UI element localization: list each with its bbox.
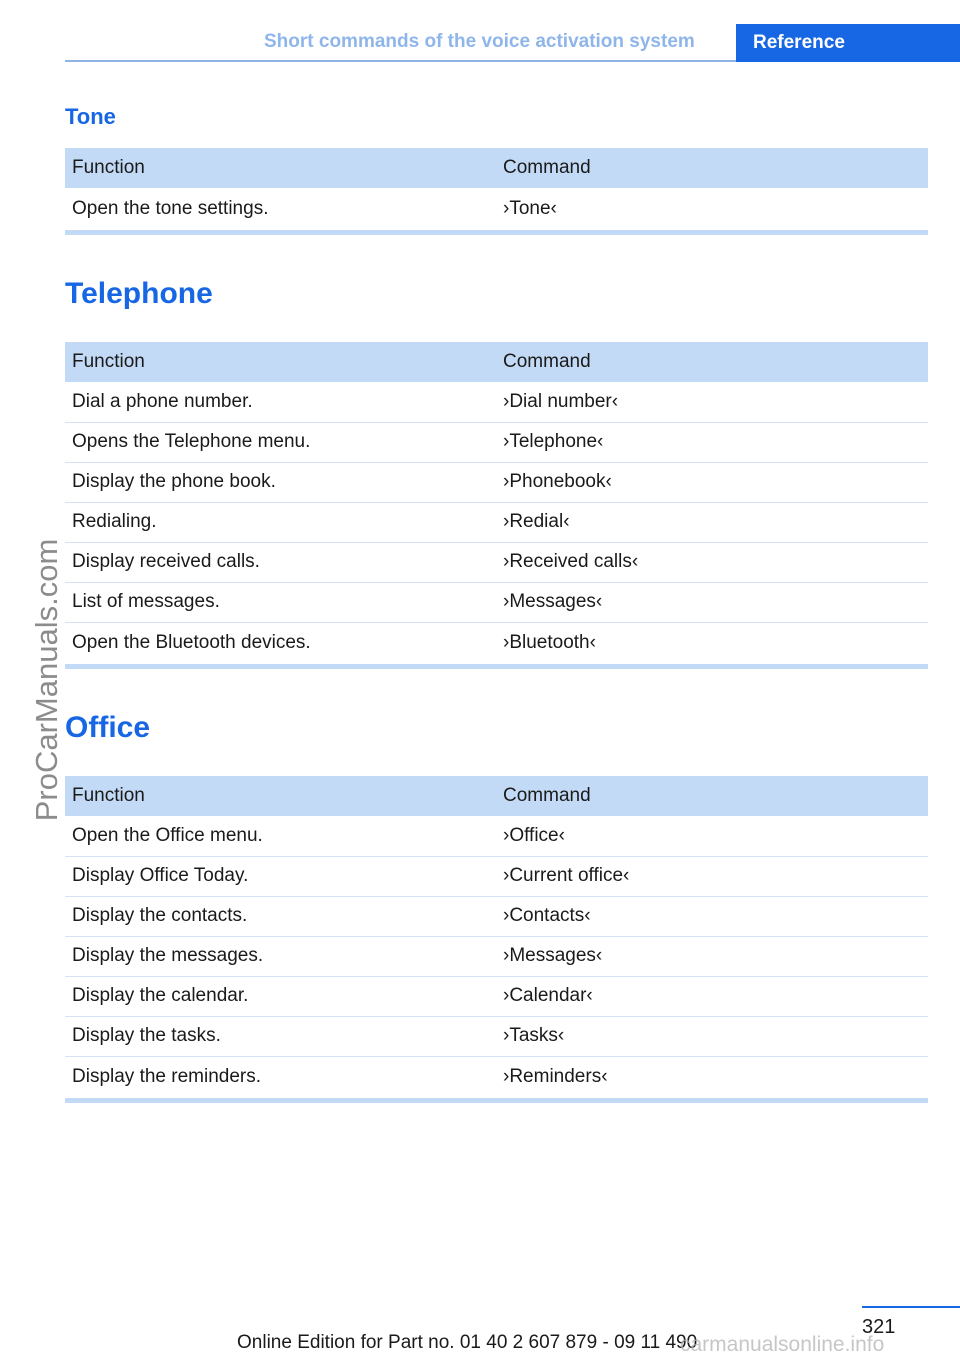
command-cell: ›Calendar‹: [496, 976, 928, 1016]
table-header-row: [65, 342, 928, 382]
header-tab: Reference: [736, 24, 960, 62]
function-cell: Display received calls.: [65, 542, 496, 582]
edition-text: Online Edition for Part no. 01 40 2 607 879 - 09 11 490: [237, 1332, 698, 1353]
column-header-command: Command: [496, 776, 928, 816]
bottom-watermark: carmanualsonline.info: [680, 1333, 885, 1356]
command-cell: ›Office‹: [496, 816, 928, 856]
function-cell: Display the reminders.: [65, 1056, 496, 1100]
command-cell: ›Tasks‹: [496, 1016, 928, 1056]
command-cell: ›Redial‹: [496, 502, 928, 542]
section-title-office: Office: [65, 711, 151, 744]
command-cell: ›Received calls‹: [496, 542, 928, 582]
command-cell: ›Contacts‹: [496, 896, 928, 936]
command-cell: ›Phonebook‹: [496, 462, 928, 502]
function-cell: Redialing.: [65, 502, 496, 542]
function-cell: Open the Bluetooth devices.: [65, 622, 496, 666]
function-cell: List of messages.: [65, 582, 496, 622]
command-cell: ›Bluetooth‹: [496, 622, 928, 666]
command-cell: ›Telephone‹: [496, 422, 928, 462]
function-cell: Open the Office menu.: [65, 816, 496, 856]
function-cell: Display the phone book.: [65, 462, 496, 502]
column-header-command: Command: [496, 342, 928, 382]
section-title-tone: Tone: [65, 104, 116, 129]
header-section-title: Short commands of the voice activation system: [264, 31, 695, 52]
function-cell: Display the tasks.: [65, 1016, 496, 1056]
function-cell: Opens the Telephone menu.: [65, 422, 496, 462]
table-row: [65, 622, 928, 666]
table-row: [65, 382, 928, 422]
command-cell: ›Current office‹: [496, 856, 928, 896]
function-cell: Dial a phone number.: [65, 382, 496, 422]
function-cell: Display the calendar.: [65, 976, 496, 1016]
office-table: [65, 776, 928, 1103]
page-number: 321: [862, 1316, 896, 1338]
column-header-function: Function: [65, 148, 496, 188]
command-cell: ›Reminders‹: [496, 1056, 928, 1100]
column-header-command: Command: [496, 148, 928, 188]
table-row: [65, 582, 928, 622]
table-row: [65, 462, 928, 502]
tone-table: [65, 148, 928, 235]
header-rule: [65, 60, 736, 62]
table-row: [65, 896, 928, 936]
table-row: [65, 856, 928, 896]
table-header-row: [65, 148, 928, 188]
table-row: [65, 816, 928, 856]
table-header-row: [65, 776, 928, 816]
table-row: [65, 502, 928, 542]
command-cell: ›Messages‹: [496, 936, 928, 976]
column-header-function: Function: [65, 776, 496, 816]
table-row: [65, 542, 928, 582]
telephone-table: [65, 342, 928, 669]
table-row: [65, 422, 928, 462]
table-row: [65, 188, 928, 232]
side-watermark-text: ProCarManuals.com: [29, 538, 64, 822]
command-cell: ›Tone‹: [496, 188, 928, 232]
function-cell: Open the tone settings.: [65, 188, 496, 232]
function-cell: Display the contacts.: [65, 896, 496, 936]
section-title-telephone: Telephone: [65, 277, 213, 310]
command-cell: ›Messages‹: [496, 582, 928, 622]
footer-rule: [862, 1306, 960, 1308]
side-watermark: [0, 0, 64, 1362]
table-row: [65, 976, 928, 1016]
table-row: [65, 936, 928, 976]
function-cell: Display the messages.: [65, 936, 496, 976]
function-cell: Display Office Today.: [65, 856, 496, 896]
table-row: [65, 1056, 928, 1100]
column-header-function: Function: [65, 342, 496, 382]
command-cell: ›Dial number‹: [496, 382, 928, 422]
table-row: [65, 1016, 928, 1056]
